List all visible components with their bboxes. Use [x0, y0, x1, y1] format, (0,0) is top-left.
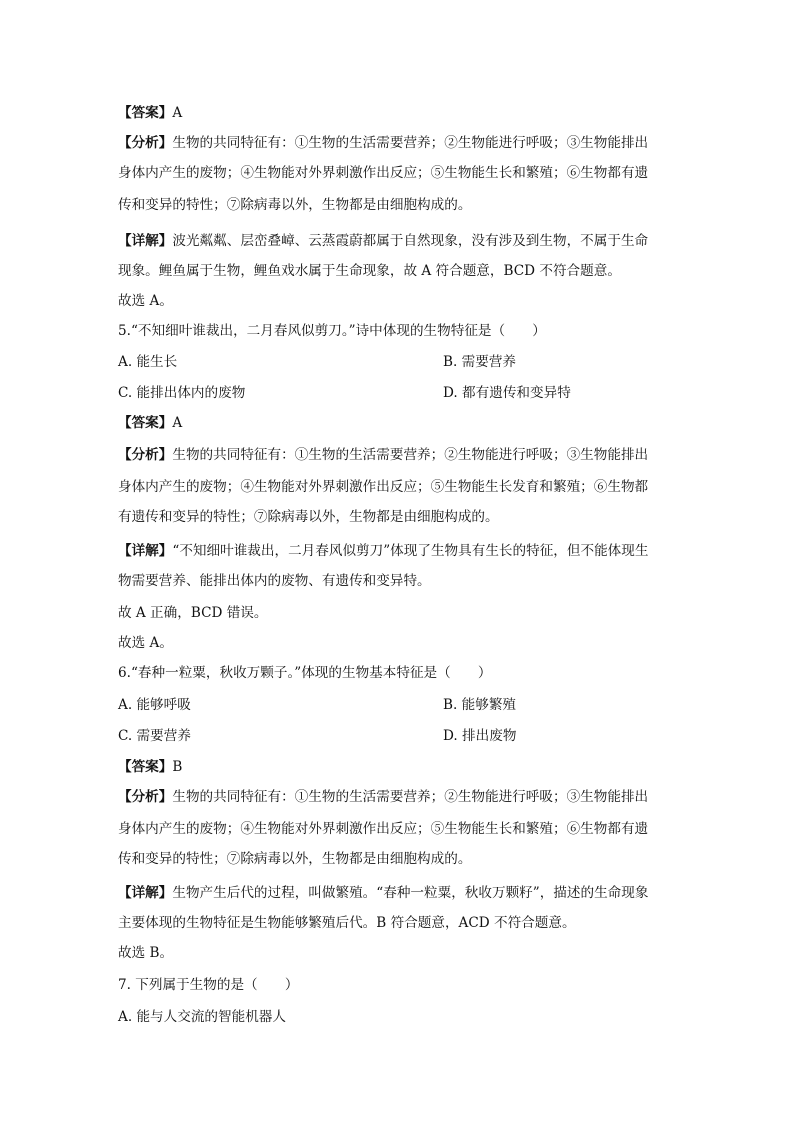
q6-analysis-line-3: 传和变异的特性；⑦除病毒以外，生物都是由细胞构成的。	[118, 851, 472, 867]
q5-analysis-line-1: 【分析】生物的共同特征有：①生物的生活需要营养；②生物能进行呼吸；③生物能排出	[118, 447, 649, 463]
q5-analysis-line-3: 有遗传和变异的特性；⑦除病毒以外，生物都是由细胞构成的。	[118, 509, 499, 525]
q7-stem: 7. 下列属于生物的是（ ）	[118, 977, 299, 993]
q5-option-d: D. 都有遗传和变异特	[443, 385, 571, 401]
q6-detail-line-1: 【详解】生物产生后代的过程，叫做繁殖。“春种一粒粟，秋收万颗籽”，描述的生命现象	[118, 885, 649, 901]
q6-option-d: D. 排出废物	[443, 728, 517, 744]
q5-answer: 【答案】A	[118, 415, 183, 431]
q6-analysis-line-2: 身体内产生的废物；④生物能对外界刺激作出反应；⑤生物能生长和繁殖；⑥生物都有遗	[118, 821, 649, 837]
q6-choice: 故选 B。	[118, 945, 174, 961]
q5-choice: 故选 A。	[118, 635, 173, 651]
q4-detail-line-1: 【详解】波光粼粼、层峦叠嶂、云蒸霞蔚都属于自然现象，没有涉及到生物，不属于生命	[118, 233, 649, 249]
q4-analysis-line-2: 身体内产生的废物；④生物能对外界刺激作出反应；⑤生物能生长和繁殖；⑥生物都有遗	[118, 165, 649, 181]
q7-option-a: A. 能与人交流的智能机器人	[118, 1009, 286, 1025]
q5-stem: 5.“不知细叶谁裁出，二月春风似剪刀。”诗中体现的生物特征是（ ）	[118, 323, 546, 339]
q6-answer: 【答案】B	[118, 759, 183, 775]
q5-analysis-line-2: 身体内产生的废物；④生物能对外界刺激作出反应；⑤生物能生长发育和繁殖；⑥生物都	[118, 479, 649, 495]
q6-analysis-line-1: 【分析】生物的共同特征有：①生物的生活需要营养；②生物能进行呼吸；③生物能排出	[118, 789, 649, 805]
q4-answer: 【答案】A	[118, 105, 183, 121]
q5-detail-line-1: 【详解】“不知细叶谁裁出，二月春风似剪刀”体现了生物具有生长的特征，但不能体现生	[118, 543, 649, 559]
q4-detail-line-2: 现象。鲤鱼属于生物，鲤鱼戏水属于生命现象，故 A 符合题意，BCD 不符合题意。	[118, 263, 621, 279]
q6-stem: 6.“春种一粒粟，秋收万颗子。”体现的生物基本特征是（ ）	[118, 665, 492, 681]
q5-option-c: C. 能排出体内的废物	[118, 385, 246, 401]
q6-option-a: A. 能够呼吸	[118, 697, 191, 713]
q4-choice: 故选 A。	[118, 293, 173, 309]
q6-option-b: B. 能够繁殖	[443, 697, 517, 713]
q5-option-a: A. 能生长	[118, 354, 178, 370]
q6-option-c: C. 需要营养	[118, 728, 191, 744]
q6-detail-line-2: 主要体现的生物特征是生物能够繁殖后代。B 符合题意，ACD 不符合题意。	[118, 915, 576, 931]
q5-option-b: B. 需要营养	[443, 354, 517, 370]
q4-analysis-line-1: 【分析】生物的共同特征有：①生物的生活需要营养；②生物能进行呼吸；③生物能排出	[118, 135, 649, 151]
q5-detail-line-2: 物需要营养、能排出体内的废物、有遗传和变异特。	[118, 573, 431, 589]
q5-conclusion: 故 A 正确，BCD 错误。	[118, 605, 268, 621]
q4-analysis-line-3: 传和变异的特性；⑦除病毒以外，生物都是由细胞构成的。	[118, 197, 472, 213]
